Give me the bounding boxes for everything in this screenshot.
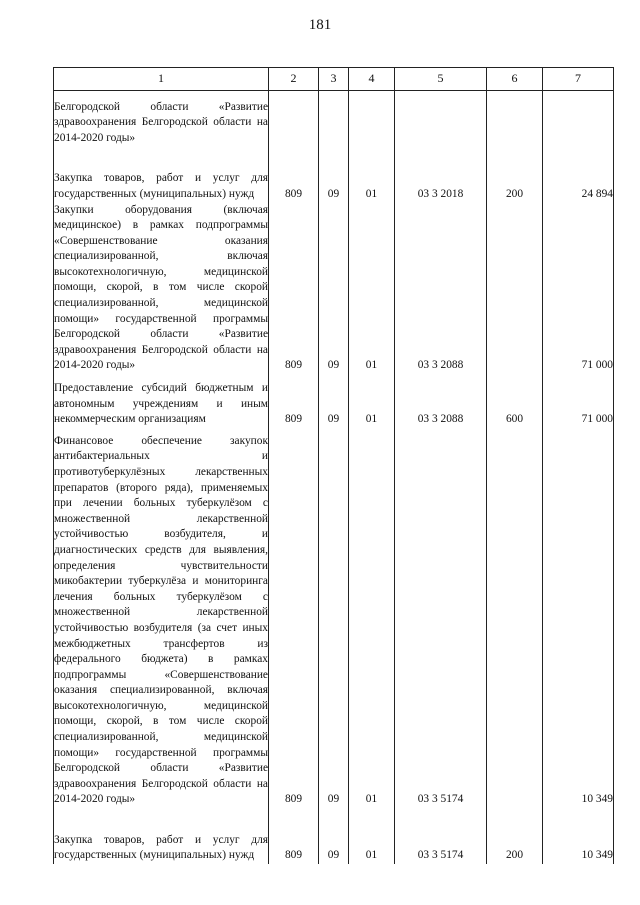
row-subsection: 01 — [349, 808, 395, 864]
column-header: 3 — [319, 68, 349, 91]
row-target-article — [395, 91, 487, 147]
row-amount: 10 349 — [543, 428, 614, 808]
column-header: 4 — [349, 68, 395, 91]
column-header: 2 — [269, 68, 319, 91]
table-row — [54, 147, 614, 203]
row-expense-type: 600 — [487, 374, 543, 428]
table-row — [54, 428, 614, 808]
row-description: Предоставление субсидий бюджетным и автономным учреждениям и иным некоммерческим организациям — [54, 374, 269, 428]
row-section: 09 — [319, 147, 349, 203]
row-amount: 71 000 — [543, 203, 614, 375]
table-row — [54, 374, 614, 428]
row-description: Белгородской области «Развитие здравоохранения Белгородской области на 2014-2020 годы» — [54, 91, 269, 147]
row-expense-type — [487, 203, 543, 375]
row-section: 09 — [319, 374, 349, 428]
row-subsection: 01 — [349, 203, 395, 375]
row-subsection — [349, 91, 395, 147]
row-amount — [543, 91, 614, 147]
row-ministry-code: 809 — [269, 147, 319, 203]
row-amount: 71 000 — [543, 374, 614, 428]
row-expense-type — [487, 91, 543, 147]
column-header: 6 — [487, 68, 543, 91]
row-section: 09 — [319, 203, 349, 375]
budget-table — [53, 67, 614, 864]
row-expense-type — [487, 428, 543, 808]
row-ministry-code: 809 — [269, 428, 319, 808]
row-description: Закупка товаров, работ и услуг для государственных (муниципальных) нужд — [54, 808, 269, 864]
row-subsection: 01 — [349, 374, 395, 428]
row-target-article: 03 3 5174 — [395, 808, 487, 864]
header-row — [54, 68, 614, 91]
row-expense-type: 200 — [487, 147, 543, 203]
column-header: 5 — [395, 68, 487, 91]
row-subsection: 01 — [349, 428, 395, 808]
row-ministry-code: 809 — [269, 203, 319, 375]
row-description: Финансовое обеспечение закупок антибактериальных и противотуберкулёзных лекарственных препаратов (второго ряда), применяемых при лечении больных туберкулёзом с множественной лекарственной устойчивостью возбудителя, и диагностических средств для выявления, определения чувствительности микобактерии туберкулёза и мониторинга лечения больных туберкулёзом с множественной лекарственной устойчивостью возбудителя (за счет иных межбюджетных трансфертов из федерального бюджета) в рамках подпрограммы «Совершенствование оказания специализированной, включая высокотехнологичную, медицинской помощи, скорой, в том числе скорой специализированной, медицинской помощи» государственной программы Белгородской области «Развитие здравоохранения Белгородской области на 2014-2020 годы» — [54, 428, 269, 808]
row-section: 09 — [319, 428, 349, 808]
row-section: 09 — [319, 808, 349, 864]
table-row — [54, 808, 614, 864]
row-expense-type: 200 — [487, 808, 543, 864]
row-ministry-code — [269, 91, 319, 147]
row-target-article: 03 3 2088 — [395, 374, 487, 428]
table-row — [54, 91, 614, 147]
page-number: 181 — [308, 17, 332, 33]
column-header: 1 — [54, 68, 269, 91]
row-ministry-code: 809 — [269, 808, 319, 864]
row-section — [319, 91, 349, 147]
row-description: Закупки оборудования (включая медицинское) в рамках подпрограммы «Совершенствование оказания специализированной, включая высокотехнологичную, медицинской помощи, скорой, в том числе скорой специализированной, медицинской помощи» государственной программы Белгородской области «Развитие здравоохранения Белгородской области на 2014-2020 годы» — [54, 203, 269, 375]
row-amount: 24 894 — [543, 147, 614, 203]
row-subsection: 01 — [349, 147, 395, 203]
row-target-article: 03 3 5174 — [395, 428, 487, 808]
row-ministry-code: 809 — [269, 374, 319, 428]
row-amount: 10 349 — [543, 808, 614, 864]
column-header: 7 — [543, 68, 614, 91]
row-target-article: 03 3 2018 — [395, 147, 487, 203]
row-description: Закупка товаров, работ и услуг для государственных (муниципальных) нужд — [54, 147, 269, 203]
table-row — [54, 203, 614, 375]
row-target-article: 03 3 2088 — [395, 203, 487, 375]
